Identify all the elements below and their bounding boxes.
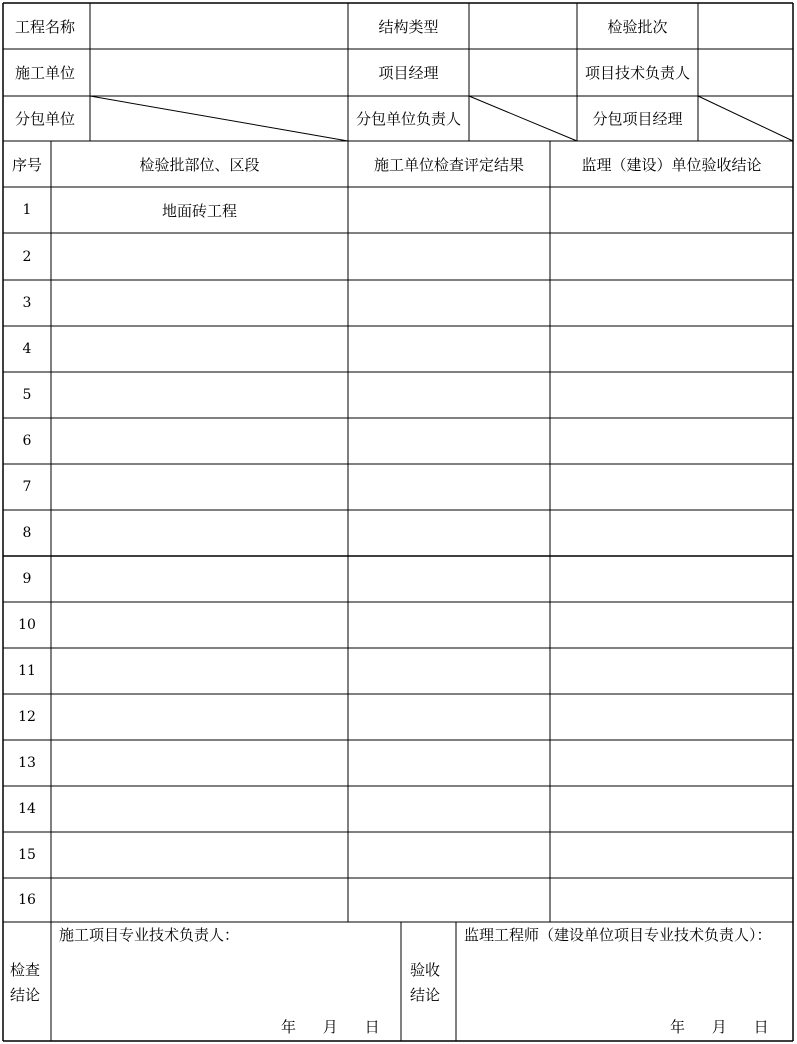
tech-lead-label: 项目技术负责人	[584, 64, 690, 82]
row-construction-result[interactable]	[348, 648, 550, 694]
construction-unit-label: 施工单位	[15, 64, 76, 82]
row-supervision-conclusion[interactable]	[550, 740, 793, 786]
row-number: 10	[18, 617, 36, 633]
row-construction-result[interactable]	[348, 464, 550, 510]
row-number: 9	[22, 571, 32, 587]
project-name-value[interactable]	[90, 4, 348, 49]
row-construction-result[interactable]	[348, 418, 550, 464]
row-part[interactable]	[51, 280, 348, 326]
check-conclusion-line1: 检查	[10, 961, 41, 979]
check-conclusion-label	[10, 958, 40, 1008]
row-supervision-conclusion[interactable]	[550, 510, 793, 556]
row-supervision-conclusion[interactable]	[550, 878, 793, 922]
row-number: 8	[22, 525, 32, 541]
row-part[interactable]	[51, 556, 348, 602]
row-construction-result[interactable]	[348, 510, 550, 556]
accept-conclusion-line2: 结论	[410, 986, 441, 1004]
row-part[interactable]	[51, 832, 348, 878]
row-construction-result[interactable]	[348, 280, 550, 326]
construction-unit-value[interactable]	[90, 49, 348, 96]
project-manager-value[interactable]	[469, 49, 577, 96]
row-number: 5	[22, 387, 32, 403]
row-number: 16	[18, 892, 36, 908]
row-number: 13	[18, 755, 36, 771]
row-part[interactable]	[51, 648, 348, 694]
accept-date-day: 日	[753, 1018, 769, 1036]
column-header-no: 序号	[11, 155, 42, 174]
accept-conclusion-line1: 验收	[410, 961, 441, 979]
check-date	[281, 1015, 380, 1040]
check-date-month: 月	[322, 1018, 338, 1036]
row-construction-result[interactable]	[348, 233, 550, 280]
row-supervision-conclusion[interactable]	[550, 694, 793, 740]
structure-type-value[interactable]	[469, 4, 577, 49]
column-header-part: 检验批部位、区段	[139, 155, 260, 174]
row-supervision-conclusion[interactable]	[550, 556, 793, 602]
structure-type-label: 结构类型	[378, 18, 439, 36]
row-number: 6	[22, 433, 32, 449]
subcontract-lead-label: 分包单位负责人	[355, 110, 461, 128]
check-date-day: 日	[364, 1018, 380, 1036]
row-part[interactable]	[51, 740, 348, 786]
row-part[interactable]	[51, 418, 348, 464]
row-construction-result[interactable]	[348, 786, 550, 832]
subcontract-manager-label: 分包项目经理	[592, 110, 683, 128]
row-part[interactable]	[51, 694, 348, 740]
row-number: 12	[18, 709, 36, 725]
row-supervision-conclusion[interactable]	[550, 280, 793, 326]
row-part[interactable]	[51, 602, 348, 648]
column-header-construction-result: 施工单位检查评定结果	[373, 155, 524, 174]
check-date-year: 年	[281, 1018, 297, 1036]
row-construction-result[interactable]	[348, 740, 550, 786]
row-number: 2	[22, 248, 32, 265]
row-part[interactable]	[51, 326, 348, 372]
row-part[interactable]	[51, 464, 348, 510]
row-supervision-conclusion[interactable]	[550, 602, 793, 648]
accept-signer-label: 监理工程师（建设单位项目专业技术负责人）：	[464, 926, 772, 944]
inspection-batch-value[interactable]	[698, 4, 793, 49]
inspection-batch-label: 检验批次	[607, 18, 668, 36]
subcontract-unit-label: 分包单位	[15, 110, 76, 128]
row-construction-result[interactable]	[348, 187, 550, 233]
project-manager-label: 项目经理	[378, 64, 439, 82]
row-number: 7	[22, 479, 32, 495]
row-supervision-conclusion[interactable]	[550, 372, 793, 418]
check-conclusion-line2: 结论	[10, 986, 41, 1004]
row-part[interactable]	[51, 786, 348, 832]
row-number: 15	[18, 847, 36, 863]
row-part[interactable]	[51, 510, 348, 556]
row-supervision-conclusion[interactable]	[550, 832, 793, 878]
accept-date	[670, 1015, 769, 1040]
row-supervision-conclusion[interactable]	[550, 464, 793, 510]
row-supervision-conclusion[interactable]	[550, 418, 793, 464]
row-number: 1	[22, 202, 32, 218]
accept-date-year: 年	[670, 1018, 686, 1036]
row-number: 11	[18, 663, 36, 679]
row-number: 4	[22, 341, 32, 357]
row-supervision-conclusion[interactable]	[550, 648, 793, 694]
check-signer-label: 施工项目专业技术负责人：	[59, 926, 240, 944]
row-part[interactable]	[51, 233, 348, 280]
row-supervision-conclusion[interactable]	[550, 786, 793, 832]
tech-lead-value[interactable]	[698, 49, 793, 96]
row-construction-result[interactable]	[348, 694, 550, 740]
row-supervision-conclusion[interactable]	[550, 233, 793, 280]
row-supervision-conclusion[interactable]	[550, 187, 793, 233]
row-number: 14	[18, 801, 36, 817]
row-construction-result[interactable]	[348, 878, 550, 922]
row-construction-result[interactable]	[348, 832, 550, 878]
row-supervision-conclusion[interactable]	[550, 326, 793, 372]
row-part[interactable]	[51, 372, 348, 418]
row-construction-result[interactable]	[348, 326, 550, 372]
column-header-supervision-conclusion: 监理（建设）单位验收结论	[581, 155, 762, 174]
row-construction-result[interactable]	[348, 602, 550, 648]
accept-conclusion-label	[410, 958, 440, 1008]
row-part[interactable]	[51, 878, 348, 922]
row-construction-result[interactable]	[348, 372, 550, 418]
project-name-label: 工程名称	[15, 18, 76, 36]
accept-date-month: 月	[711, 1018, 727, 1036]
row-construction-result[interactable]	[348, 556, 550, 602]
row-part[interactable]: 地面砖工程	[161, 201, 237, 220]
row-number: 3	[22, 295, 32, 311]
